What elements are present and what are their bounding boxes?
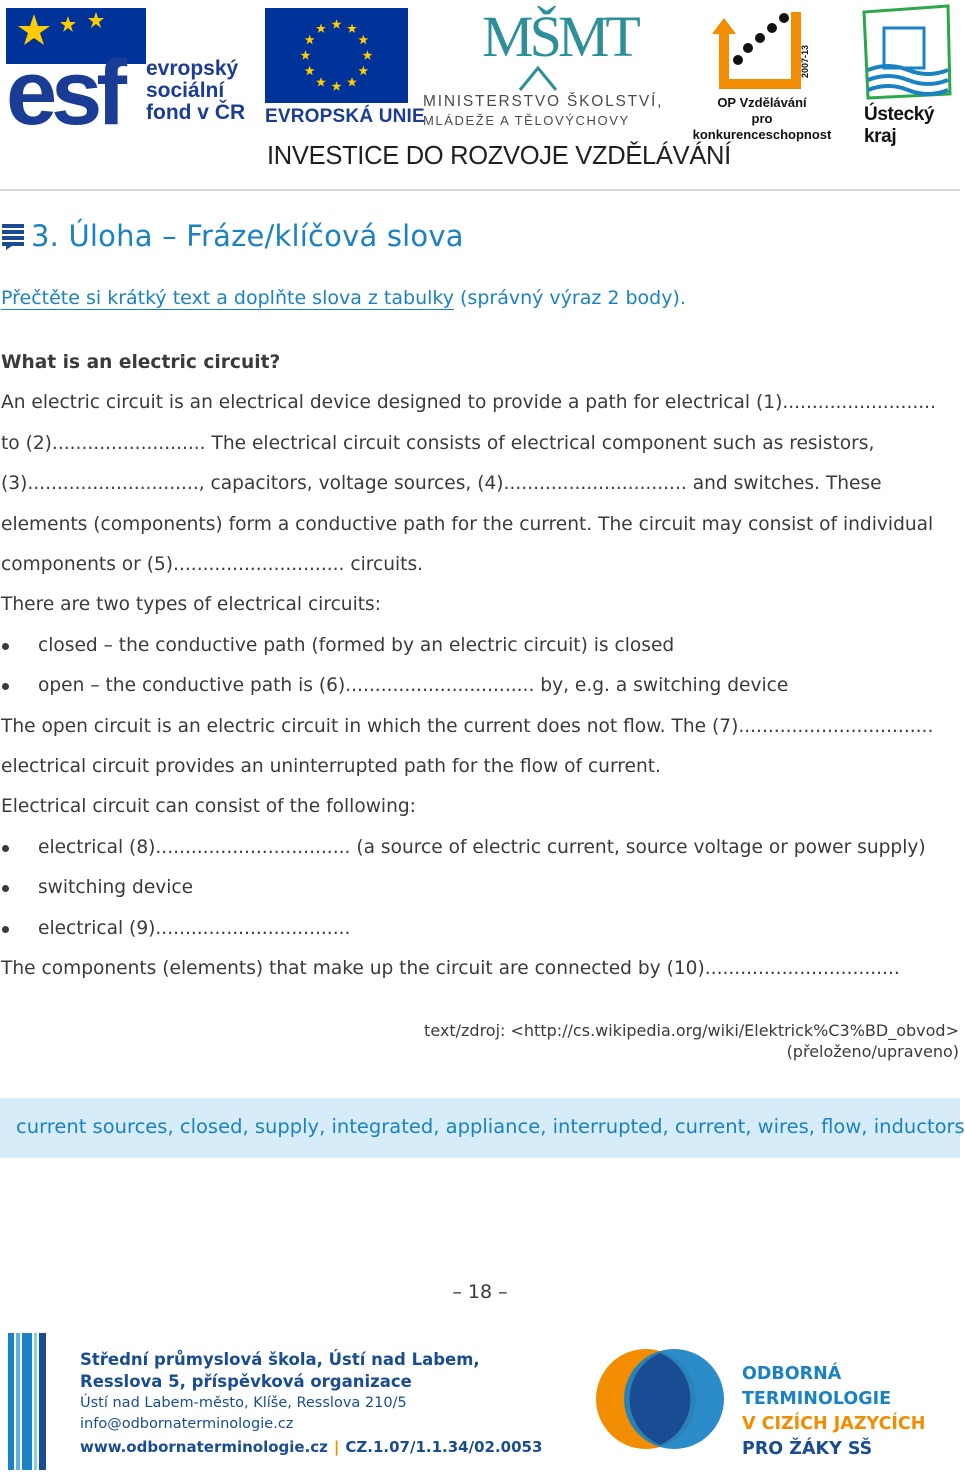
msmt-logo-mark: MŠMT xyxy=(482,4,637,69)
eu-star-icon xyxy=(305,66,315,75)
word-bank-box xyxy=(0,1098,965,1158)
paragraph-line: The open circuit is an electric circuit in which the current does not flow. The (7)................................. xyxy=(1,715,934,737)
eu-star-icon xyxy=(316,23,326,32)
svg-text:2007-13: 2007-13 xyxy=(800,44,810,78)
brand-line-1: ODBORNÁ TERMINOLOGIE xyxy=(742,1364,892,1409)
bullet-item: open – the conductive path is (6)................................ by, e.g. a switching device xyxy=(1,666,959,706)
task-instruction xyxy=(1,287,686,309)
task-list-icon xyxy=(0,222,26,250)
msmt-label: MINISTERSTVO ŠKOLSTVÍ, MLÁDEŽE A TĚLOVÝCHOVY xyxy=(423,93,664,128)
paragraph-line: components or (5)............................. circuits. xyxy=(1,554,424,576)
eu-star-icon xyxy=(347,77,357,86)
eu-label: EVROPSKÁ UNIE xyxy=(265,106,425,127)
eu-star-icon xyxy=(301,50,311,59)
paragraph-line: to (2).......................... The electrical circuit consists of electrical component such as resistors, xyxy=(1,432,875,454)
source-note: (přeloženo/upraveno) xyxy=(786,1042,959,1061)
bullet-item: electrical (9)................................. xyxy=(1,909,959,949)
op-vzdelavani-logo xyxy=(712,4,812,96)
esf-logo-text: evropský sociální fond v ČR xyxy=(146,57,246,124)
brand-line-2: V CIZÍCH JAZYCÍCH xyxy=(742,1414,926,1434)
paragraph-line: An electric circuit is an electrical device designed to provide a path for electrical (1).......................... xyxy=(1,392,936,414)
esf-logo-mark: esf xyxy=(6,42,121,144)
question-heading: What is an electric circuit? xyxy=(1,352,281,373)
eu-star-icon xyxy=(305,35,315,44)
page-number: – 18 – xyxy=(452,1281,508,1303)
footer-separator: | xyxy=(333,1438,340,1456)
msmt-logo xyxy=(480,4,637,92)
footer-brand xyxy=(742,1362,960,1462)
bullet-item: closed – the conductive path (formed by an electric circuit) is closed xyxy=(1,626,959,666)
task-heading xyxy=(0,219,464,253)
task-title: 3. Úloha – Fráze/klíčová slova xyxy=(31,219,464,253)
eu-flag-logo xyxy=(265,8,408,103)
page-header xyxy=(0,0,960,192)
investice-slogan: INVESTICE DO ROZVOJE VZDĚLÁVÁNÍ xyxy=(267,142,731,170)
eu-star-icon xyxy=(332,19,342,28)
word-bank: current sources, closed, supply, integrated, appliance, interrupted, current, wires, flow, inductors xyxy=(16,1115,965,1138)
source-url: text/zdroj: <http://cs.wikipedia.org/wiki/Elektrick%C3%BD_obvod> xyxy=(424,1021,959,1040)
footer-accent-bar xyxy=(8,1333,46,1470)
terminology-logo-circles xyxy=(594,1345,726,1453)
ustecky-kraj-label: Ústecký kraj xyxy=(864,104,935,147)
paragraph-line: (3)............................., capacitors, voltage sources, (4)............................... and switches. These xyxy=(1,473,882,495)
school-name: Střední průmyslová škola, Ústí nad Labem, xyxy=(80,1350,480,1369)
paragraph-line: Electrical circuit can consist of the following: xyxy=(1,796,416,818)
footer-school-info xyxy=(80,1349,542,1459)
bullet-item: switching device xyxy=(1,868,959,908)
eu-star-icon xyxy=(363,50,373,59)
op-label: OP Vzdělávání pro konkurenceschopnost xyxy=(692,95,832,142)
eu-star-icon xyxy=(332,81,342,90)
header-divider xyxy=(0,189,960,191)
paragraph-line: electrical circuit provides an uninterrupted path for the flow of current. xyxy=(1,756,661,778)
school-address: Ústí nad Labem-město, Klíše, Resslova 210/5 xyxy=(80,1395,407,1411)
source-citation xyxy=(424,1020,959,1062)
school-org: Resslova 5, příspěvková organizace xyxy=(80,1372,412,1391)
footer-website-link[interactable]: www.odbornaterminologie.cz xyxy=(80,1438,328,1456)
bullet-item: electrical (8)................................. (a source of electric current, source voltage or power supply) xyxy=(1,828,959,868)
eu-star-icon xyxy=(358,35,368,44)
eu-star-icon xyxy=(316,77,326,86)
paragraph-line: There are two types of electrical circuits: xyxy=(1,594,382,616)
ustecky-kraj-logo xyxy=(860,4,955,102)
instruction-text: Přečtěte si krátký text a doplňte slova z tabulky xyxy=(1,287,454,309)
exercise-text xyxy=(1,343,959,990)
brand-line-3: PRO ŽÁKY SŠ xyxy=(742,1439,873,1459)
eu-star-icon xyxy=(358,66,368,75)
eu-star-icon xyxy=(347,23,357,32)
paragraph-line: elements (components) form a conductive path for the current. The circuit may consist of individual xyxy=(1,513,934,535)
project-code: CZ.1.07/1.1.34/02.0053 xyxy=(345,1438,543,1456)
paragraph-line: The components (elements) that make up the circuit are connected by (10)................................. xyxy=(1,958,900,980)
instruction-points: (správný výraz 2 body). xyxy=(453,287,686,309)
footer-email-link[interactable]: info@odbornaterminologie.cz xyxy=(80,1416,294,1432)
